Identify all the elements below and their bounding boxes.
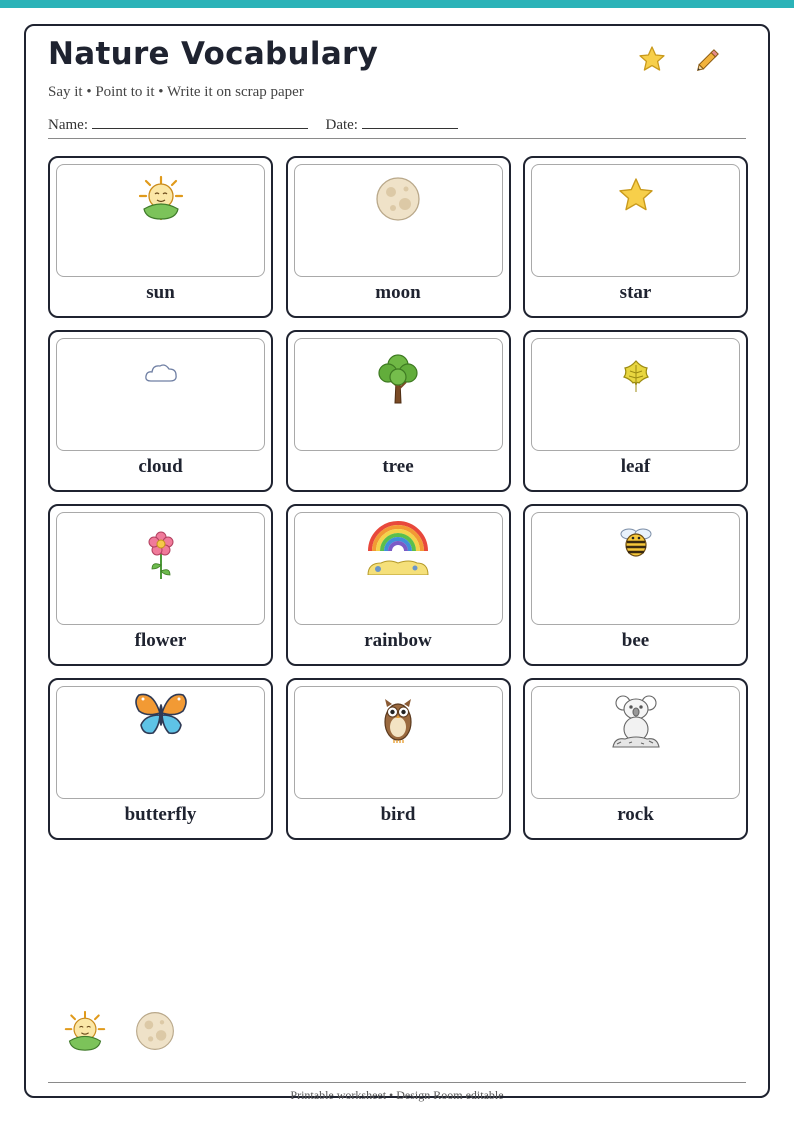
vocab-card-tree	[286, 330, 511, 492]
name-blank[interactable]	[92, 114, 308, 129]
top-accent-bar	[0, 0, 794, 8]
vocab-card-bee	[523, 504, 748, 666]
pencil-icon	[694, 44, 724, 74]
owl-icon	[294, 686, 503, 799]
vocab-word: sun	[146, 282, 175, 303]
vocab-card-star	[523, 156, 748, 318]
vocab-word: leaf	[620, 456, 651, 477]
name-label: Name:	[48, 117, 88, 133]
cloud-icon	[56, 338, 265, 451]
footer-note: Printable worksheet • Design Room editable	[290, 1088, 504, 1102]
bee-icon	[531, 512, 740, 625]
worksheet	[24, 24, 770, 1102]
vocab-card-cloud	[48, 330, 273, 492]
butterfly-icon	[56, 686, 265, 799]
flower-icon	[56, 512, 265, 625]
vocab-word: star	[619, 282, 652, 303]
sun-icon	[56, 164, 265, 277]
name-date-fields	[48, 114, 458, 134]
vocab-card-bird	[286, 678, 511, 840]
footer-divider	[48, 1082, 746, 1083]
leaf-icon	[531, 338, 740, 451]
vocab-word: flower	[134, 630, 187, 651]
vocab-card-leaf	[523, 330, 748, 492]
moon-icon	[134, 1010, 176, 1052]
vocab-card-butterfly	[48, 678, 273, 840]
date-label: Date:	[325, 117, 358, 133]
star-icon	[637, 44, 667, 74]
vocab-word: rock	[617, 804, 654, 825]
vocabulary-grid	[48, 156, 748, 840]
moon-icon	[294, 164, 503, 277]
date-blank[interactable]	[362, 114, 458, 129]
vocab-word: butterfly	[124, 804, 197, 825]
vocab-card-flower	[48, 504, 273, 666]
vocab-card-rock	[523, 678, 748, 840]
vocab-word: tree	[382, 456, 414, 477]
vocab-card-sun	[48, 156, 273, 318]
instructions: Say it • Point to it • Write it on scrap paper	[48, 84, 304, 100]
vocab-card-moon	[286, 156, 511, 318]
vocab-word: bee	[621, 630, 650, 651]
vocab-word: rainbow	[364, 630, 432, 651]
sun-icon	[64, 1010, 106, 1052]
page-title: Nature Vocabulary	[48, 36, 379, 72]
vocab-word: cloud	[138, 456, 183, 477]
star-icon	[531, 164, 740, 277]
vocab-word: bird	[380, 804, 416, 825]
header-divider	[48, 138, 746, 139]
tree-icon	[294, 338, 503, 451]
vocab-card-rainbow	[286, 504, 511, 666]
vocab-word: moon	[375, 282, 421, 303]
koala-icon	[531, 686, 740, 799]
rainbow-icon	[294, 512, 503, 625]
